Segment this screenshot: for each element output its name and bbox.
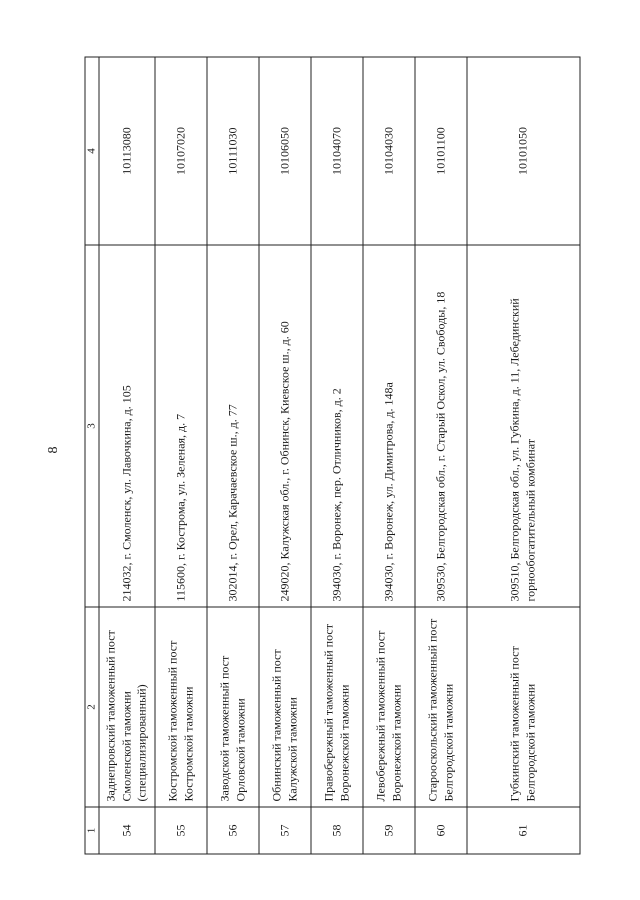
post-code: 10113080 — [99, 57, 155, 245]
row-number: 58 — [311, 807, 363, 854]
table-row — [99, 57, 155, 854]
post-name: Костромской таможенный пост Костромской таможни — [155, 607, 207, 807]
post-code: 10104070 — [311, 57, 363, 245]
table-row — [415, 57, 467, 854]
post-address: 249020, Калужская обл., г. Обнинск, Киевское ш., д. 60 — [259, 245, 311, 607]
post-name: Правобережный таможенный пост Воронежской таможни — [311, 607, 363, 807]
page-number: 8 — [46, 446, 61, 454]
post-name: Заводской таможенный пост Орловской таможни — [207, 607, 259, 807]
post-name: Старооскольский таможенный пост Белгородской таможни — [415, 607, 467, 807]
column-header-1: 1 — [85, 807, 99, 854]
post-name: Заднепровский таможенный пост Смоленской таможни (специализированный) — [99, 607, 155, 807]
column-header-4: 4 — [85, 57, 99, 245]
row-number: 54 — [99, 807, 155, 854]
table-row — [155, 57, 207, 854]
post-code: 10101100 — [415, 57, 467, 245]
row-number: 61 — [467, 807, 580, 854]
customs-posts-table — [84, 56, 580, 854]
row-number: 60 — [415, 807, 467, 854]
row-number: 59 — [363, 807, 415, 854]
post-address: 394030, г. Воронеж, ул. Димитрова, д. 148а — [363, 245, 415, 607]
column-header-3: 3 — [85, 245, 99, 607]
table-row — [311, 57, 363, 854]
post-name: Губкинский таможенный пост Белгородской таможни — [467, 607, 580, 807]
post-address: 309530, Белгородская обл., г. Старый Оскол, ул. Свободы, 18 — [415, 245, 467, 607]
post-name: Левобережный таможенный пост Воронежской таможни — [363, 607, 415, 807]
row-number: 56 — [207, 807, 259, 854]
row-number: 57 — [259, 807, 311, 854]
header-row — [85, 57, 99, 854]
post-address: 394030, г. Воронеж, пер. Отличников, д. 2 — [311, 245, 363, 607]
post-code: 10101050 — [467, 57, 580, 245]
post-address: 115600, г. Кострома, ул. Зеленая, д. 7 — [155, 245, 207, 607]
table-row — [207, 57, 259, 854]
post-code: 10104030 — [363, 57, 415, 245]
post-address: 214032, г. Смоленск, ул. Лавочкина, д. 105 — [99, 245, 155, 607]
post-code: 10106050 — [259, 57, 311, 245]
table-row — [259, 57, 311, 854]
table-row — [363, 57, 415, 854]
post-address: 309510, Белгородская обл., ул. Губкина, д. 11, Лебединский горнообогатительный комбинат — [467, 245, 580, 607]
post-code: 10111030 — [207, 57, 259, 245]
post-name: Обнинский таможенный пост Калужской таможни — [259, 607, 311, 807]
row-number: 55 — [155, 807, 207, 854]
post-address: 302014, г. Орел, Карачаевское ш., д. 77 — [207, 245, 259, 607]
customs-posts-table-area — [84, 57, 580, 854]
column-header-2: 2 — [85, 607, 99, 807]
post-code: 10107020 — [155, 57, 207, 245]
table-row — [467, 57, 580, 854]
